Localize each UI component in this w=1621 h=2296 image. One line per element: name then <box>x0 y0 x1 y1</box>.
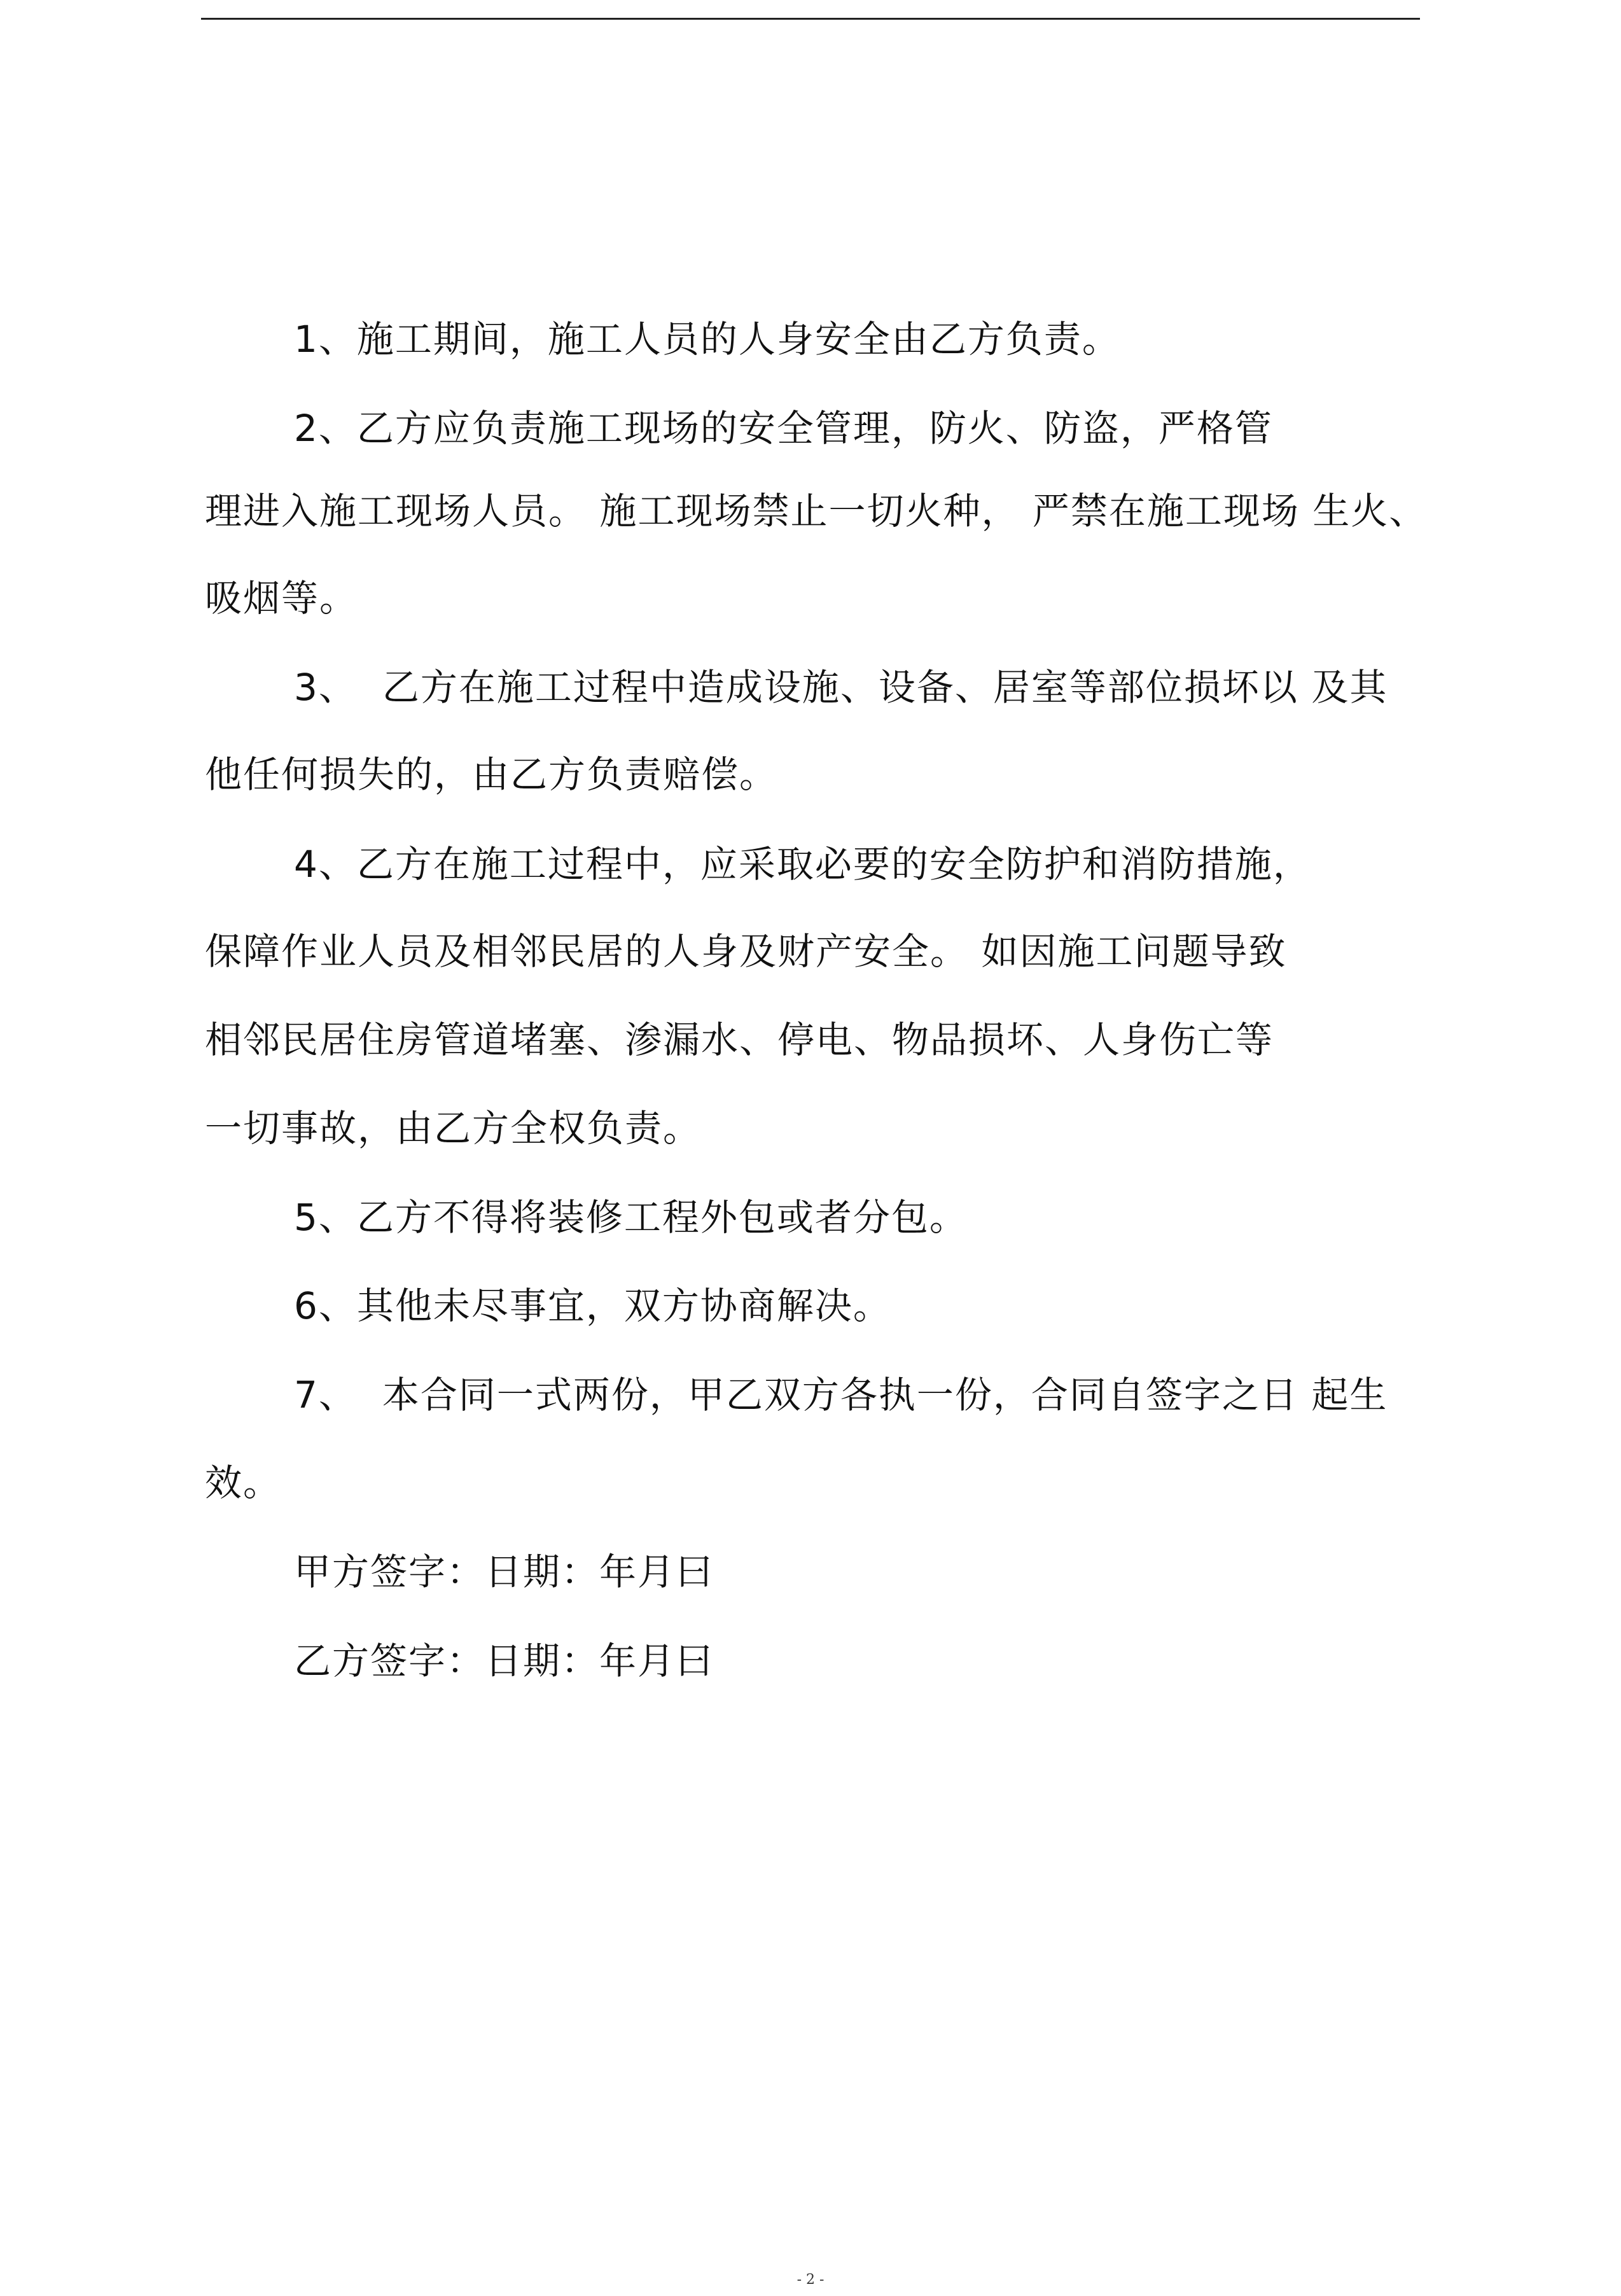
clause-5-text: 乙方不得将装修工程外包或者分包。 <box>356 1196 968 1239</box>
header-rule <box>201 18 1420 20</box>
party-a-signature-row <box>294 1546 714 1597</box>
clause-2-line-3: 吸烟等。 <box>205 577 358 620</box>
clause-1-number: 1、 <box>294 318 357 361</box>
clause-2-number: 2、 <box>294 407 357 450</box>
clause-4-line-2: 保障作业人员及相邻民居的人身及财产安全。 如因施工问题导致 <box>205 930 1287 973</box>
clause-3-line-2: 他任何损失的，由乙方负责赔偿。 <box>205 753 778 796</box>
clause-3-line-1 <box>294 662 1388 713</box>
party-b-date-label: 日期： <box>485 1639 600 1683</box>
party-a-signature-label: 甲方签字： <box>294 1550 485 1593</box>
clause-3-text-1: 乙方在施工过程中造成设施、设备、居室等部位损坏以 及其 <box>382 666 1388 709</box>
clause-7-line-1 <box>294 1369 1388 1420</box>
party-a-date-label: 日期： <box>485 1550 600 1593</box>
party-b-signature-label: 乙方签字： <box>294 1639 485 1683</box>
clause-4-line-4: 一切事故，由乙方全权负责。 <box>205 1107 702 1150</box>
clause-6-text: 其他未尽事宜，双方协商解决。 <box>356 1284 891 1327</box>
clause-1-text: 施工期间，施工人员的人身安全由乙方负责。 <box>356 318 1120 361</box>
clause-2-line-2: 理进入施工现场人员。 施工现场禁止一切火种， 严禁在施工现场 生火、 <box>205 489 1428 533</box>
party-b-date-value: 年月曰 <box>599 1639 714 1683</box>
clause-7-line-2: 效。 <box>205 1461 282 1504</box>
clause-5-number: 5、 <box>294 1196 357 1239</box>
clause-7-text-1: 本合同一式两份，甲乙双方各执一份，合同自签字之日 起生 <box>382 1373 1388 1417</box>
clause-4-line-3: 相邻民居住房管道堵塞、渗漏水、停电、物品损坏、人身伤亡等 <box>205 1018 1274 1061</box>
clause-5-line-1 <box>294 1192 968 1243</box>
clause-2-line-1 <box>294 403 1273 454</box>
clause-2-text-1: 乙方应负责施工现场的安全管理，防火、防盗，严格管 <box>356 407 1273 450</box>
clause-7-number: 7、 <box>294 1373 357 1417</box>
party-a-date-value: 年月曰 <box>599 1550 714 1593</box>
party-b-signature-row <box>294 1635 714 1686</box>
clause-6-line-1 <box>294 1280 891 1331</box>
clause-4-number: 4、 <box>294 843 357 886</box>
clause-4-line-1 <box>294 839 1311 890</box>
clause-1-line-1 <box>294 314 1120 365</box>
clause-3-number: 3、 <box>294 666 357 709</box>
page-number: - 2 - <box>797 2272 824 2288</box>
clause-6-number: 6、 <box>294 1284 357 1327</box>
clause-4-text-1: 乙方在施工过程中，应采取必要的安全防护和消防措施， <box>356 843 1311 886</box>
